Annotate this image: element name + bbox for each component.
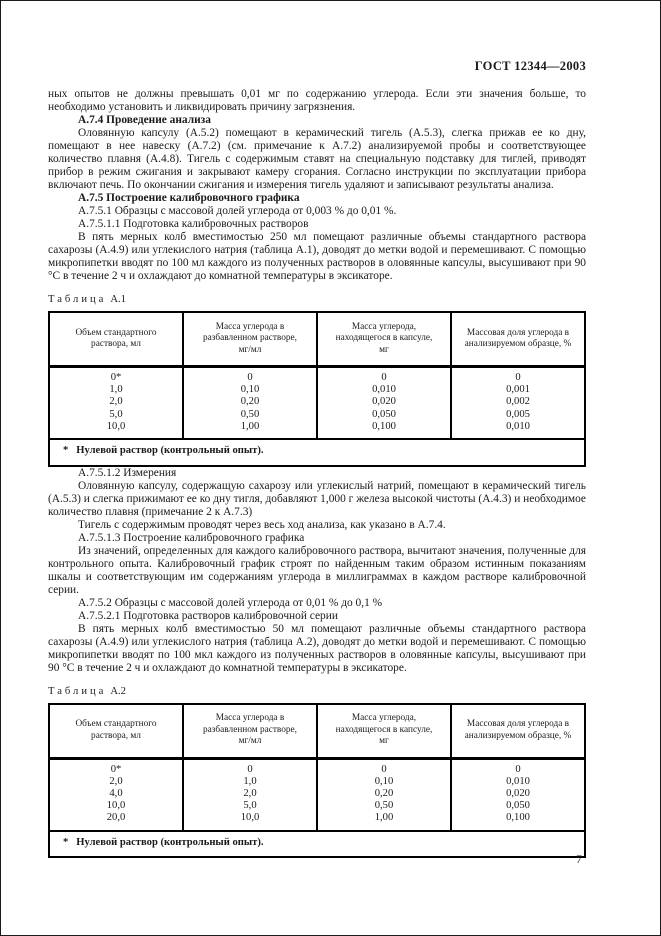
table-a1-footnote-row bbox=[49, 439, 585, 466]
table-cell: 0,005 bbox=[506, 408, 530, 420]
table-row bbox=[49, 396, 585, 408]
table-cell: 0 bbox=[317, 367, 451, 385]
table-a2-caption-word: Таблица bbox=[48, 685, 107, 697]
table-cell: 0,050 bbox=[317, 409, 451, 421]
table-cell: 1,0 bbox=[183, 776, 317, 788]
table-cell: 0,020 bbox=[506, 788, 530, 800]
table-header-cell: Объем стандартного раствора, мл bbox=[49, 704, 183, 759]
table-a1-header-row bbox=[49, 312, 585, 367]
table-row bbox=[49, 367, 585, 385]
table-cell: 2,0 bbox=[183, 788, 317, 800]
table-header-cell: Массовая доля углерода в анализируемом образце, % bbox=[451, 704, 585, 759]
section-a74-title: А.7.4 Проведение анализа bbox=[78, 114, 211, 126]
table-cell: 5,0 bbox=[183, 800, 317, 812]
item-a7512-text2: Тигель с содержимым проводят через весь ход анализа, как указано в А.7.4. bbox=[78, 518, 446, 531]
table-cell: 0 bbox=[515, 763, 521, 775]
table-a2-header-row bbox=[49, 704, 585, 759]
table-cell: 0,20 bbox=[183, 396, 317, 408]
item-a7511: А.7.5.1.1 Подготовка калибровочных растворов bbox=[78, 218, 309, 230]
table-header-cell: Масса углерода, находящегося в капсуле, мг bbox=[317, 312, 451, 367]
item-a752: А.7.5.2 Образцы с массовой долей углерода от 0,01 % до 0,1 % bbox=[78, 596, 383, 609]
table-row bbox=[49, 409, 585, 421]
footnote-text: Нулевой раствор (контрольный опыт). bbox=[76, 836, 264, 848]
table-a1-body bbox=[49, 367, 585, 440]
doc-code: ГОСТ 12344—2003 bbox=[474, 59, 586, 73]
item-a7511-text: В пять мерных колб вместимостью 250 мл помещают различные объемы стандартного раствора сахарозы (А.4.9) или углекислого натрия (таблица А.1), доводят до метки водой и перемешивают. С помощью микропипетки вводят по 100 мл каждого из полученных растворов в оловянные капсулы, высушивают при 90 °С в течение 2 ч и охлаждают до комнатной температуры в эксикаторе. bbox=[48, 231, 586, 282]
table-cell: 10,0 bbox=[49, 800, 183, 812]
table-cell: 0,010 bbox=[506, 775, 530, 787]
table-a2-footnote bbox=[49, 831, 585, 858]
table-row bbox=[49, 812, 585, 830]
item-a751: А.7.5.1 Образцы с массовой долей углерода от 0,003 % до 0,01 %. bbox=[78, 205, 397, 217]
table-cell: 0,050 bbox=[506, 800, 530, 812]
table-cell: 0 bbox=[317, 758, 451, 776]
table-cell: 0,10 bbox=[183, 384, 317, 396]
table-header-cell: Масса углерода в разбавленном растворе, мг/мл bbox=[183, 312, 317, 367]
footnote-text: Нулевой раствор (контрольный опыт). bbox=[76, 445, 264, 457]
table-cell: 1,0 bbox=[49, 384, 183, 396]
table-cell: 0,100 bbox=[506, 812, 530, 824]
footnote-asterisk: * bbox=[63, 445, 69, 457]
table-a2-body bbox=[49, 758, 585, 831]
table-cell: 4,0 bbox=[49, 788, 183, 800]
item-a7521: А.7.5.2.1 Подготовка растворов калибровочной серии bbox=[78, 609, 338, 622]
table-header-cell: Массовая доля углерода в анализируемом образце, % bbox=[451, 312, 585, 367]
page-content bbox=[48, 59, 586, 858]
paragraph-intro: ных опытов не должны превышать 0,01 мг по содержанию углерода. Если эти значения больше, то необходимо установить и ликвидировать причину загрязнения. bbox=[48, 88, 586, 113]
table-cell: 0,100 bbox=[317, 421, 451, 439]
table-row bbox=[49, 384, 585, 396]
table-a1-caption-word: Таблица bbox=[48, 294, 107, 305]
table-a2-footnote-row bbox=[49, 831, 585, 858]
table-a1 bbox=[48, 311, 586, 467]
section-a75-title: А.7.5 Построение калибровочного графика bbox=[78, 192, 300, 204]
table-a1-footnote bbox=[49, 439, 585, 466]
table-cell: 20,0 bbox=[49, 812, 183, 830]
table-cell: 0* bbox=[49, 367, 183, 385]
item-a7521-text: В пять мерных колб вместимостью 50 мл помещают различные объемы стандартного раствора сахарозы (А.4.9) или углекислого натрия (таблица А.2), доводят до метки водой и перемешивают. С помощью микропипетки вводят по 100 мкл каждого из полученных растворов в оловянные капсулы, высушивают при 90 °С в течение 2 ч и охлаждают до комнатной температуры в эксикаторе. bbox=[48, 622, 586, 674]
table-cell: 0* bbox=[49, 758, 183, 776]
table-cell: 5,0 bbox=[49, 409, 183, 421]
table-a2-caption-num: А.2 bbox=[110, 685, 126, 697]
table-cell: 0,50 bbox=[183, 409, 317, 421]
table-row bbox=[49, 758, 585, 776]
table-cell: 0,002 bbox=[506, 396, 530, 408]
table-a1-caption-num: А.1 bbox=[110, 294, 126, 305]
table-cell: 0,020 bbox=[317, 396, 451, 408]
section-a74-text: Оловянную капсулу (А.5.2) помещают в керамический тигель (А.5.3), слегка прижав ее ко дну, помещают в нее навеску (А.7.2) (см. примечание к А.7.2) анализируемой пробы и соответствующее количество плавня (А.4.8). Тигель с содержимым ставят на специальную подставку для тиглей, приводят прибор в режим сжигания и закрывают камеру сгорания. Согласно инструкции по эксплуатации прибора включают печь. По окончании сжигания и измерения тигель удаляют и записывают результаты анализа. bbox=[48, 127, 586, 191]
table-cell: 0,010 bbox=[317, 384, 451, 396]
item-a7513: А.7.5.1.3 Построение калибровочного графика bbox=[78, 531, 305, 544]
table-cell: 0 bbox=[183, 758, 317, 776]
table-row bbox=[49, 421, 585, 439]
item-a7512: А.7.5.1.2 Измерения bbox=[78, 466, 177, 479]
table-cell: 0 bbox=[183, 367, 317, 385]
footnote-asterisk: * bbox=[63, 836, 69, 848]
table-cell: 1,00 bbox=[183, 421, 317, 439]
table-cell: 0,50 bbox=[317, 800, 451, 812]
table-header-cell: Объем стандартного раствора, мл bbox=[49, 312, 183, 367]
table-header-cell: Масса углерода в разбавленном растворе, мг/мл bbox=[183, 704, 317, 759]
table-row bbox=[49, 776, 585, 788]
table-header-cell: Масса углерода, находящегося в капсуле, мг bbox=[317, 704, 451, 759]
table-row bbox=[49, 800, 585, 812]
page-number: 7 bbox=[576, 852, 582, 866]
table-cell: 2,0 bbox=[49, 776, 183, 788]
table-cell: 10,0 bbox=[49, 421, 183, 439]
table-cell: 0,20 bbox=[317, 788, 451, 800]
item-a7513-text: Из значений, определенных для каждого калибровочного раствора, вычитают значения, полученные для контрольного опыта. Калибровочный график строят по найденным таким образом истинным показаниям шкалы и соответствующим им содержаниям углерода в миллиграммах в каждом растворе калибровочной серии. bbox=[48, 544, 586, 596]
table-cell: 0,10 bbox=[317, 776, 451, 788]
table-row bbox=[49, 788, 585, 800]
table-cell: 0,010 bbox=[506, 420, 530, 432]
table-cell: 1,00 bbox=[317, 812, 451, 830]
table-a1-caption bbox=[48, 293, 586, 306]
item-a7512-text: Оловянную капсулу, содержащую сахарозу или углекислый натрий, помещают в керамический тигель (А.5.3) и слегка прижимают ее ко дну тигля, добавляют 1,000 г железа высокой чистоты (А.4.3) и необходимое количество плавня (примечание 2 к А.7.3) bbox=[48, 479, 586, 518]
table-a2 bbox=[48, 703, 586, 859]
table-a2-caption bbox=[48, 685, 586, 698]
table-cell: 0 bbox=[515, 372, 521, 383]
table-cell: 2,0 bbox=[49, 396, 183, 408]
table-cell: 10,0 bbox=[183, 812, 317, 830]
table-cell: 0,001 bbox=[506, 384, 530, 396]
